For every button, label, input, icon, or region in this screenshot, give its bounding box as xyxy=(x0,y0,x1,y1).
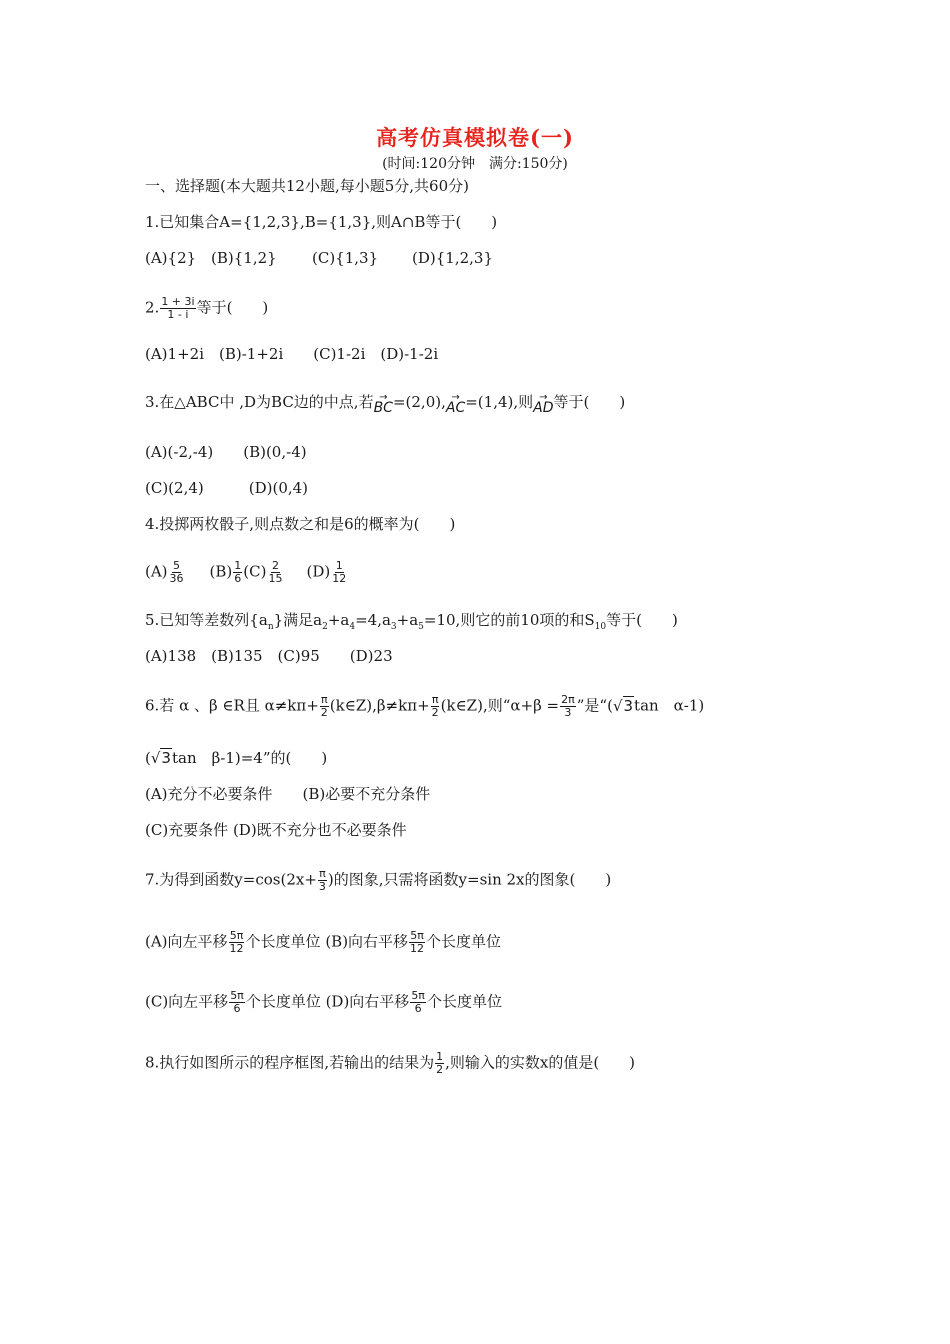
vector-label: AC xyxy=(445,400,466,416)
stem-text: ( xyxy=(145,749,151,767)
denominator: 3 xyxy=(564,706,572,719)
stem-text: tan β-1)=4”的( ) xyxy=(171,749,328,767)
subscript: n xyxy=(267,622,274,632)
denominator: 36 xyxy=(169,572,184,585)
option-c: (C){1,3} xyxy=(312,249,379,267)
option-d-label: (D) xyxy=(306,562,331,581)
question-3-stem xyxy=(145,392,625,414)
option-b-label: (B) xyxy=(209,562,233,581)
option-b-text: 个长度单位 (B)向右平移 xyxy=(245,932,409,951)
question-7-options-row-2 xyxy=(145,990,502,1015)
fraction xyxy=(409,930,425,955)
question-2-stem xyxy=(145,296,268,321)
stem-text: )的图象,只需将函数y=sin 2x的图象( ) xyxy=(327,870,612,889)
question-7-stem xyxy=(145,868,611,893)
fraction xyxy=(318,868,327,893)
stem-text: 等于( ) xyxy=(196,298,269,317)
option-d-suffix: 个长度单位 xyxy=(426,992,502,1011)
numerator: 1 xyxy=(335,559,343,572)
stem-text: =4,a xyxy=(355,611,391,629)
numerator: 1 + 3i xyxy=(161,295,195,308)
numerator: π xyxy=(431,693,439,706)
denominator: 3 xyxy=(318,880,326,893)
question-4-options xyxy=(145,560,348,585)
exam-subtitle: (时间:120分钟 满分:150分) xyxy=(382,156,568,172)
numerator: 1 xyxy=(234,559,242,572)
fraction xyxy=(435,1051,444,1076)
stem-text: tan α-1) xyxy=(634,696,705,715)
stem-text: 6.若 α 、β ∈R且 α≠kπ+ xyxy=(145,696,319,715)
option-d-fraction xyxy=(331,560,347,585)
option-a-text: (A)向左平移 xyxy=(145,932,228,951)
numerator: 1 xyxy=(436,1050,444,1063)
subscript: 5 xyxy=(418,622,424,632)
numerator: π xyxy=(319,867,326,880)
question-5-options: (A)138 (B)135 (C)95 (D)23 xyxy=(145,647,393,665)
subscript: 10 xyxy=(594,622,607,632)
denominator: 12 xyxy=(229,942,244,955)
stem-text: (k∈Z),β≠kπ+ xyxy=(329,696,430,715)
denominator: 6 xyxy=(414,1002,422,1015)
fraction xyxy=(160,296,195,321)
stem-text: =10,则它的前10项的和S xyxy=(423,611,595,629)
question-6-options-row-2: (C)充要条件 (D)既不充分也不必要条件 xyxy=(145,821,407,839)
stem-text: +a xyxy=(396,611,419,629)
stem-text: }满足a xyxy=(273,611,323,629)
subscript: 3 xyxy=(390,622,397,632)
fraction xyxy=(410,990,426,1015)
question-7-options-row-1 xyxy=(145,930,501,955)
fraction xyxy=(320,694,329,719)
question-6-stem-continued xyxy=(145,748,327,768)
fraction xyxy=(229,930,245,955)
numerator: 5π xyxy=(230,989,244,1002)
stem-text: 8.执行如图所示的程序框图,若输出的结果为 xyxy=(145,1053,435,1072)
fraction xyxy=(431,694,440,719)
exam-title: 高考仿真模拟卷(一) xyxy=(376,125,574,150)
stem-text: 7.为得到函数y=cos(2x+ xyxy=(145,870,317,889)
stem-text: (k∈Z),则“α+β = xyxy=(440,696,560,715)
stem-text: 等于( ) xyxy=(553,393,626,411)
option-b: (B){1,2} xyxy=(211,249,277,267)
option-a-label: (A) xyxy=(145,562,168,581)
denominator: 2 xyxy=(320,706,328,719)
denominator: 6 xyxy=(234,572,242,585)
numerator: 5π xyxy=(411,989,425,1002)
numerator: 2π xyxy=(561,693,575,706)
numerator: 5π xyxy=(229,929,244,942)
denominator: 1 - i xyxy=(167,308,189,321)
vector-label: BC xyxy=(373,400,393,416)
denominator: 12 xyxy=(410,942,425,955)
section-heading: 一、选择题(本大题共12小题,每小题5分,共60分) xyxy=(145,177,469,195)
vector-label: AD xyxy=(533,400,554,416)
fraction xyxy=(560,694,576,719)
stem-text: ,则输入的实数x的值是( ) xyxy=(445,1053,636,1072)
question-6-options-row-1: (A)充分不必要条件 (B)必要不充分条件 xyxy=(145,785,431,803)
stem-text: ”是“( xyxy=(576,696,613,715)
question-2-options: (A)1+2i (B)-1+2i (C)1-2i (D)-1-2i xyxy=(145,345,439,363)
stem-text: +a xyxy=(327,611,350,629)
vector-ac xyxy=(446,392,465,414)
stem-text: =(1,4),则 xyxy=(465,393,534,411)
denominator: 15 xyxy=(268,572,283,585)
option-b-suffix: 个长度单位 xyxy=(426,932,502,951)
question-4-stem: 4.投掷两枚骰子,则点数之和是6的概率为( ) xyxy=(145,515,456,533)
sqrt-3: √3 xyxy=(150,749,171,767)
question-6-stem xyxy=(145,694,704,719)
denominator: 2 xyxy=(431,706,439,719)
subscript: 4 xyxy=(349,622,356,632)
subscript: 2 xyxy=(322,622,328,632)
denominator: 6 xyxy=(233,1002,241,1015)
arrow-icon: → xyxy=(451,392,460,403)
option-d: (D){1,2,3} xyxy=(412,249,493,267)
stem-text: 等于( ) xyxy=(606,611,678,629)
question-1-options xyxy=(145,248,493,268)
option-c-fraction xyxy=(267,560,283,585)
option-b-fraction xyxy=(233,560,242,585)
numerator: π xyxy=(320,693,328,706)
numerator: 5π xyxy=(410,929,424,942)
stem-text: 3.在△ABC中 ,D为BC边的中点,若 xyxy=(145,393,374,411)
question-5-stem xyxy=(145,610,678,637)
arrow-icon: → xyxy=(379,392,388,403)
vector-bc xyxy=(374,392,393,414)
numerator: 5 xyxy=(173,559,181,572)
question-3-options-row-2: (C)(2,4) (D)(0,4) xyxy=(145,479,309,497)
arrow-icon: → xyxy=(539,392,548,403)
question-8-stem xyxy=(145,1051,635,1076)
stem-text: =(2,0), xyxy=(392,393,446,411)
option-c-text: (C)向左平移 xyxy=(145,992,229,1011)
question-3-options-row-1: (A)(-2,-4) (B)(0,-4) xyxy=(145,443,307,461)
radicand: 3 xyxy=(623,696,634,715)
fraction xyxy=(229,990,245,1015)
stem-text: 5.已知等差数列{a xyxy=(145,611,268,629)
option-d-text: 个长度单位 (D)向右平移 xyxy=(245,992,410,1011)
radicand: 3 xyxy=(161,749,171,767)
numerator: 2 xyxy=(271,559,279,572)
sqrt-3: √3 xyxy=(612,696,634,715)
vector-ad xyxy=(533,392,553,414)
option-a: (A){2} xyxy=(145,249,197,267)
denominator: 2 xyxy=(436,1063,444,1076)
question-1-stem: 1.已知集合A={1,2,3},B={1,3},则A∩B等于( ) xyxy=(145,213,498,231)
question-number: 2. xyxy=(145,298,160,317)
option-a-fraction xyxy=(169,560,185,585)
option-c-label: (C) xyxy=(243,562,267,581)
denominator: 12 xyxy=(332,572,347,585)
